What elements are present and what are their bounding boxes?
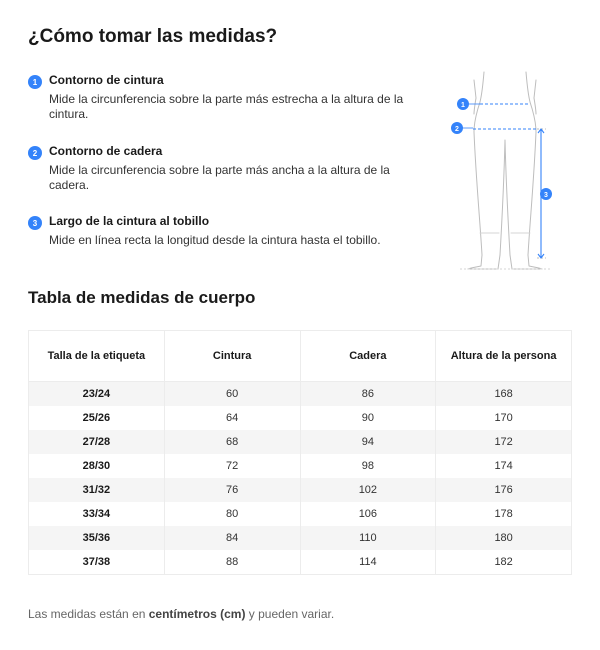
step-number-badge: 3 <box>28 216 42 230</box>
cell-waist: 72 <box>164 454 300 478</box>
table-row <box>29 526 572 550</box>
cell-hip: 94 <box>300 430 436 454</box>
cell-height: 174 <box>436 454 572 478</box>
cell-hip: 98 <box>300 454 436 478</box>
cell-hip: 106 <box>300 502 436 526</box>
cell-waist: 88 <box>164 550 300 575</box>
cell-size: 37/38 <box>29 550 165 575</box>
cell-height: 172 <box>436 430 572 454</box>
cell-size: 23/24 <box>29 382 165 407</box>
cell-waist: 60 <box>164 382 300 407</box>
table-row <box>29 406 572 430</box>
body-measurement-illustration <box>440 70 570 275</box>
cell-size: 31/32 <box>29 478 165 502</box>
units-footnote <box>28 607 334 621</box>
header-label-size: Talla de la etiqueta <box>29 331 165 382</box>
marker-2-label: 2 <box>455 126 459 133</box>
step-description: Mide en línea recta la longitud desde la cintura hasta el tobillo. <box>49 233 381 247</box>
cell-size: 35/36 <box>29 526 165 550</box>
table-row <box>29 454 572 478</box>
footnote-unit-bold: centímetros (cm) <box>148 607 246 621</box>
cell-height: 168 <box>436 382 572 407</box>
header-hip: Cadera <box>300 331 436 382</box>
cell-height: 170 <box>436 406 572 430</box>
table-row <box>29 430 572 454</box>
cell-height: 180 <box>436 526 572 550</box>
cell-height: 178 <box>436 502 572 526</box>
cell-waist: 64 <box>164 406 300 430</box>
cell-size: 33/34 <box>29 502 165 526</box>
step-title: Contorno de cintura <box>49 73 164 87</box>
table-row <box>29 550 572 575</box>
step-description: Mide la circunferencia sobre la parte más estrecha a la altura de la cintura. <box>49 92 404 121</box>
cell-size: 28/30 <box>29 454 165 478</box>
step-number-badge: 1 <box>28 75 42 89</box>
guide-title: ¿Cómo tomar las medidas? <box>28 26 278 47</box>
marker-3-label: 3 <box>544 192 548 199</box>
cell-waist: 68 <box>164 430 300 454</box>
cell-hip: 86 <box>300 382 436 407</box>
cell-hip: 114 <box>300 550 436 575</box>
step-number-badge: 2 <box>28 146 42 160</box>
size-table <box>28 330 572 575</box>
table-row <box>29 502 572 526</box>
footnote-text-after: y pueden variar. <box>245 607 335 621</box>
cell-waist: 80 <box>164 502 300 526</box>
size-table-title: Tabla de medidas de cuerpo <box>28 288 256 307</box>
cell-waist: 76 <box>164 478 300 502</box>
cell-waist: 84 <box>164 526 300 550</box>
header-waist: Cintura <box>164 331 300 382</box>
table-header-row <box>29 331 572 382</box>
cell-size: 25/26 <box>29 406 165 430</box>
table-row <box>29 478 572 502</box>
footnote-text-before: Las medidas están en <box>28 607 149 621</box>
cell-size: 27/28 <box>29 430 165 454</box>
step-title: Contorno de cadera <box>49 144 163 158</box>
step-description: Mide la circunferencia sobre la parte más ancha a la altura de la cadera. <box>49 163 390 192</box>
header-person-height: Altura de la persona <box>436 331 572 382</box>
cell-hip: 90 <box>300 406 436 430</box>
cell-hip: 110 <box>300 526 436 550</box>
step-title: Largo de la cintura al tobillo <box>49 214 210 228</box>
cell-hip: 102 <box>300 478 436 502</box>
cell-height: 176 <box>436 478 572 502</box>
table-row <box>29 382 572 407</box>
marker-1-label: 1 <box>461 102 465 109</box>
cell-height: 182 <box>436 550 572 575</box>
